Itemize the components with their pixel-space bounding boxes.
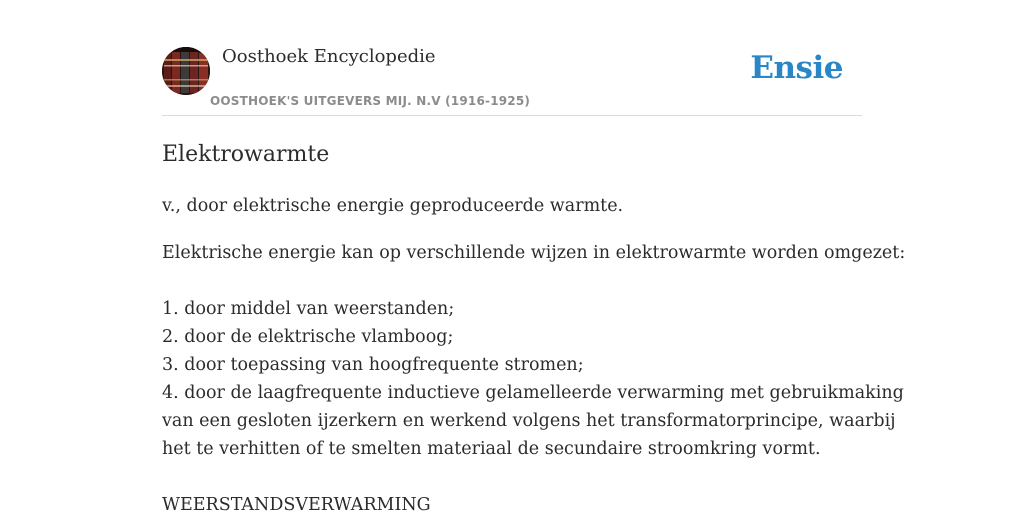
- entry-intro: Elektrische energie kan op verschillende wijzen in elektrowarmte worden omgezet:: [162, 243, 906, 263]
- method-list: [162, 295, 904, 463]
- list-item: 3. door toepassing van hoogfrequente stromen;: [162, 355, 584, 375]
- entry-title: Elektrowarmte: [162, 142, 330, 167]
- list-item: 2. door de elektrische vlamboog;: [162, 327, 454, 347]
- list-item: 4. door de laagfrequente inductieve gelamelleerde verwarming met gebruikmaking: [162, 383, 904, 403]
- entry-content: [162, 140, 906, 512]
- entry-definition: v., door elektrische energie geproduceerde warmte.: [162, 196, 624, 216]
- section-heading: WEERSTANDSVERWARMING: [162, 495, 431, 512]
- site-header: [162, 46, 862, 116]
- list-item-continuation: het te verhitten of te smelten materiaal de secundaire stroomkring vormt.: [162, 439, 821, 459]
- source-title[interactable]: Oosthoek Encyclopedie: [222, 46, 436, 67]
- brand-logo[interactable]: Ensie: [750, 50, 843, 86]
- list-item-continuation: van een gesloten ijzerkern en werkend volgens het transformatorprincipe, waarbij: [162, 411, 896, 431]
- source-subtitle: OOSTHOEK'S UITGEVERS MIJ. N.V (1916-1925): [210, 94, 531, 108]
- book-spines-icon[interactable]: [162, 47, 210, 95]
- list-item: 1. door middel van weerstanden;: [162, 299, 455, 319]
